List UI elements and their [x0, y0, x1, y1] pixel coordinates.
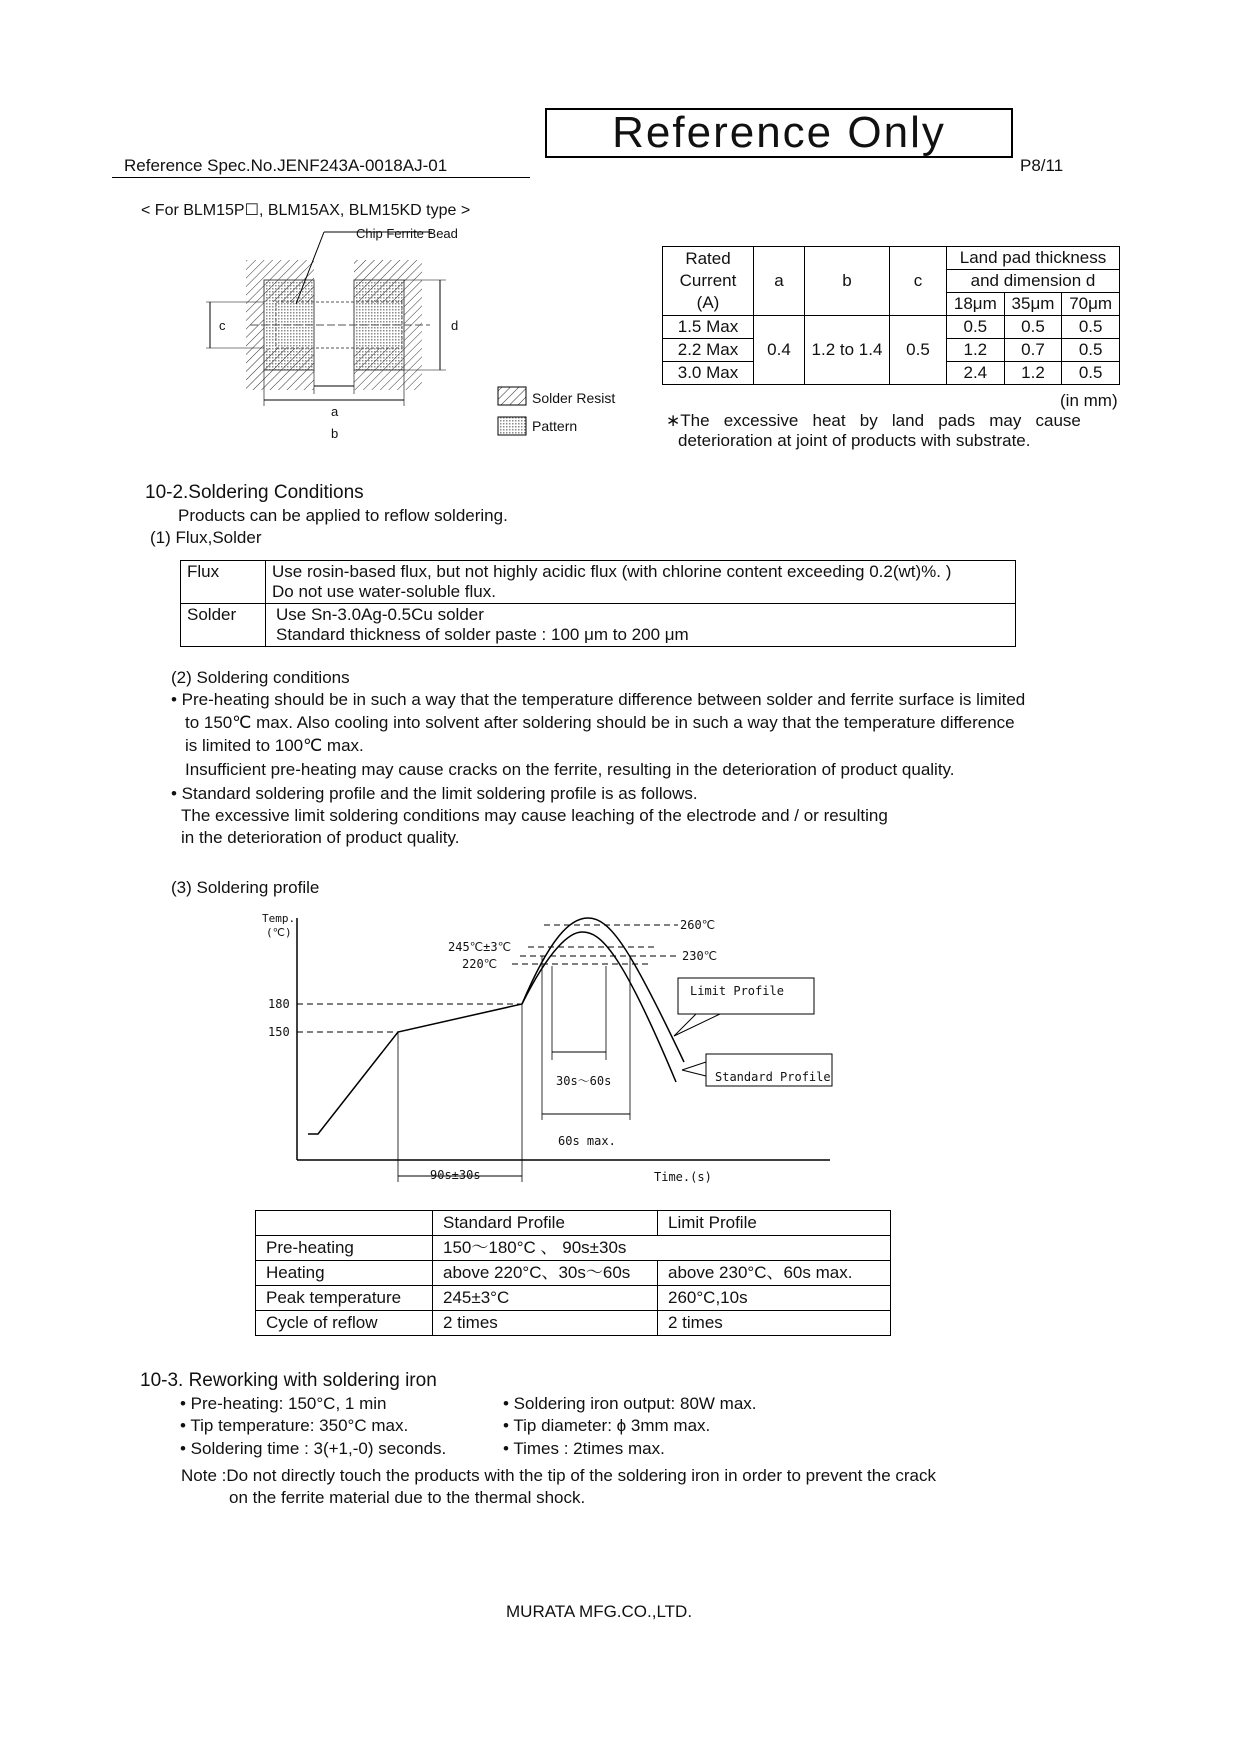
label-230: 230℃	[682, 949, 718, 963]
tick-150: 150	[268, 1025, 290, 1039]
chart-y-label-2: (℃)	[266, 926, 292, 939]
c-value: 0.5	[890, 316, 947, 385]
preheat-para-4: Insufficient pre-heating may cause cracks on the ferrite, resulting in the deterioration of product quality.	[185, 760, 955, 779]
thickness-70: 70μm	[1062, 293, 1120, 316]
duration-60-max: 60s max.	[558, 1134, 616, 1148]
legend-dots-icon	[498, 417, 526, 435]
rated-current-table	[662, 246, 1120, 385]
heat-note-2: deterioration at joint of products with substrate.	[678, 431, 1031, 450]
current-cell: 3.0 Max	[663, 362, 754, 385]
rated-header	[663, 247, 754, 316]
rework-right-3: • Times : 2times max.	[503, 1439, 665, 1458]
unit-label: (in mm)	[1060, 391, 1118, 410]
table-cell: 245±3°C	[433, 1286, 658, 1311]
label-220: 220℃	[462, 957, 498, 971]
soldering-profile-chart	[250, 908, 870, 1204]
tick-180: 180	[268, 997, 290, 1011]
table-cell: above 220°C、30s～60s	[433, 1261, 658, 1286]
rated-header-1: Rated	[685, 249, 731, 268]
chip-ferrite-label: Chip Ferrite Bead	[356, 226, 458, 241]
d-cell: 2.4	[947, 362, 1005, 385]
chart-y-label-1: Temp.	[262, 912, 296, 925]
table-cell: 2 times	[433, 1311, 658, 1336]
flux-solder-table	[180, 560, 1016, 647]
rework-right-1: • Soldering iron output: 80W max.	[503, 1394, 757, 1413]
duration-30-60: 30s～60s	[556, 1074, 612, 1088]
d-cell: 0.5	[1062, 339, 1120, 362]
solder-label: Solder	[181, 604, 266, 647]
current-cell: 1.5 Max	[663, 316, 754, 339]
flux-label: Flux	[181, 561, 266, 604]
limit-profile-label: Limit Profile	[690, 984, 784, 998]
standard-para-3: in the deterioration of product quality.	[181, 828, 460, 847]
land-header	[947, 247, 1120, 270]
table-cell: 150～180°C 、 90s±30s	[433, 1236, 891, 1261]
rated-header-3: (A)	[696, 293, 720, 312]
table-cell: above 230°C、60s max.	[658, 1261, 891, 1286]
dim-a-label: a	[331, 404, 339, 419]
dim-b-label: b	[331, 426, 339, 441]
spec-underline	[112, 177, 530, 178]
preheat-para-1: • Pre-heating should be in such a way that the temperature difference between solder and ferrite surface is limited	[171, 690, 1026, 709]
d-cell: 0.5	[947, 316, 1005, 339]
flux-solder-subtitle: (1) Flux,Solder	[150, 528, 262, 547]
rated-header-2: Current	[679, 271, 737, 290]
d-cell: 0.7	[1004, 339, 1062, 362]
a-header: a	[754, 247, 805, 316]
solder-line-1: Use Sn-3.0Ag-0.5Cu solder	[276, 605, 484, 624]
legend-pattern: Pattern	[532, 418, 578, 434]
heat-note-1: ∗The excessive heat by land pads may cause	[666, 411, 1081, 430]
c-header: c	[890, 247, 947, 316]
rework-note-2: on the ferrite material due to the thermal shock.	[229, 1488, 586, 1507]
page-number: P8/11	[1020, 156, 1064, 175]
soldering-profile-subtitle: (3) Soldering profile	[171, 878, 320, 897]
d-cell: 1.2	[947, 339, 1005, 362]
standard-profile-label: Standard Profile	[715, 1070, 831, 1084]
table-cell: Heating	[256, 1261, 433, 1286]
rework-note-1: Note :Do not directly touch the products with the tip of the soldering iron in order to prevent the crack	[181, 1466, 937, 1485]
table-cell: Peak temperature	[256, 1286, 433, 1311]
current-cell: 2.2 Max	[663, 339, 754, 362]
standard-para-1: • Standard soldering profile and the limit soldering profile is as follows.	[171, 784, 698, 803]
table-row	[663, 316, 1120, 339]
rework-left-2: • Tip temperature: 350°C max.	[180, 1416, 409, 1435]
footer-company: MURATA MFG.CO.,LTD.	[506, 1602, 693, 1621]
soldering-conditions-subtitle: (2) Soldering conditions	[171, 668, 350, 687]
table-header-cell	[256, 1211, 433, 1236]
table-header-cell: Limit Profile	[658, 1211, 891, 1236]
flux-line-1: Use rosin-based flux, but not highly acidic flux (with chlorine content exceeding 0.2(wt)%. )	[272, 562, 952, 581]
profile-table	[255, 1210, 891, 1336]
table-cell: Cycle of reflow	[256, 1311, 433, 1336]
table-row	[256, 1311, 891, 1336]
table-row	[256, 1236, 891, 1261]
reference-only-stamp: Reference Only	[545, 108, 1013, 158]
d-cell: 0.5	[1062, 316, 1120, 339]
flux-line-2: Do not use water-soluble flux.	[272, 582, 496, 601]
x-axis-label: Time.(s)	[654, 1170, 712, 1184]
spec-number: Reference Spec.No.JENF243A-0018AJ-01	[124, 156, 448, 175]
duration-90: 90s±30s	[430, 1168, 481, 1182]
thickness-35: 35μm	[1004, 293, 1062, 316]
land-header-1: Land pad thickness	[959, 248, 1107, 267]
preheat-para-3: is limited to 100℃ max.	[185, 736, 364, 755]
table-cell: 260°C,10s	[658, 1286, 891, 1311]
land-pattern-title: < For BLM15P☐, BLM15AX, BLM15KD type >	[141, 202, 471, 219]
d-cell: 0.5	[1004, 316, 1062, 339]
legend-hatch-icon	[498, 387, 526, 405]
solder-line-2: Standard thickness of solder paste : 100 μm to 200 μm	[276, 625, 689, 644]
dim-d-label: d	[451, 318, 459, 333]
b-header: b	[805, 247, 890, 316]
section-10-3-title: 10-3. Reworking with soldering iron	[140, 1370, 437, 1391]
section-10-2-title: 10-2.Soldering Conditions	[145, 482, 364, 503]
table-row	[256, 1286, 891, 1311]
table-cell: 2 times	[658, 1311, 891, 1336]
d-cell: 1.2	[1004, 362, 1062, 385]
standard-para-2: The excessive limit soldering conditions may cause leaching of the electrode and / or resulting	[181, 806, 888, 825]
table-header-cell: Standard Profile	[433, 1211, 658, 1236]
land-header-line2: and dimension d	[947, 270, 1120, 293]
rework-left-3: • Soldering time : 3(+1,-0) seconds.	[180, 1439, 447, 1458]
d-cell: 0.5	[1062, 362, 1120, 385]
table-cell: Pre-heating	[256, 1236, 433, 1261]
label-245: 245℃±3℃	[448, 940, 512, 954]
limit-profile-curve	[522, 918, 684, 1062]
rework-right-2: • Tip diameter: ϕ 3mm max.	[503, 1416, 711, 1435]
legend-solder-resist: Solder Resist	[532, 390, 616, 406]
dim-c-label: c	[219, 318, 226, 333]
reflow-intro: Products can be applied to reflow soldering.	[178, 506, 508, 525]
a-value: 0.4	[754, 316, 805, 385]
b-value: 1.2 to 1.4	[805, 316, 890, 385]
rework-left-1: • Pre-heating: 150°C, 1 min	[180, 1394, 387, 1413]
table-row	[256, 1261, 891, 1286]
thickness-18: 18μm	[947, 293, 1005, 316]
preheat-para-2: to 150℃ max. Also cooling into solvent after soldering should be in such a way that the temperature difference	[185, 713, 1015, 732]
label-260: 260℃	[680, 918, 716, 932]
